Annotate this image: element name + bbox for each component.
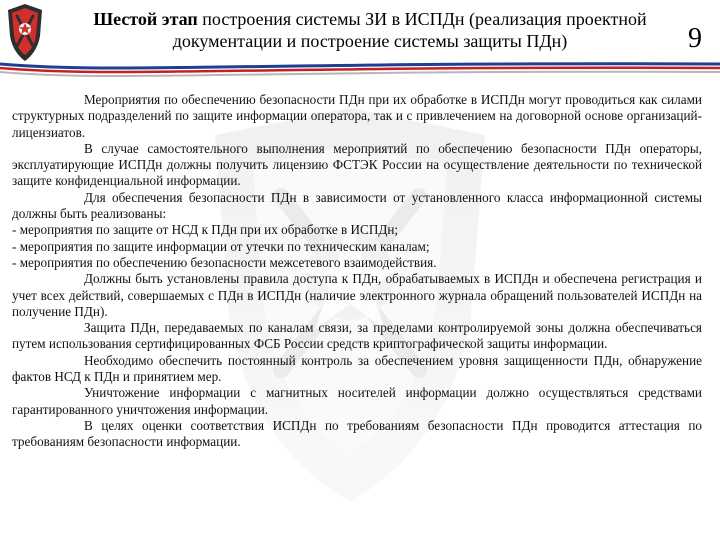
paragraph-8: В целях оценки соответствия ИСПДн по требованиям безопасности ПДн проводится аттестация по требованиям безопасности информации. — [12, 417, 702, 450]
content — [12, 92, 702, 451]
page-title-lead: Шестой этап — [93, 9, 198, 29]
paragraph-5: Защита ПДн, передаваемых по каналам связи, за пределами контролируемой зоны должна обеспечиваться путем использования сертифицированных ФСБ России средств криптографической защиты информации. — [12, 320, 702, 352]
page-title-rest: построения системы ЗИ в ИСПДн (реализация проектной документации и построение системы защиты ПДн) — [172, 9, 647, 51]
paragraph-6: Необходимо обеспечить постоянный контроль за обеспечением уровня защищенности ПДн, обнаружение фактов НСД к ПДн и принятием мер. — [12, 352, 702, 385]
paragraph-2: В случае самостоятельного выполнения мероприятий по обеспечению безопасности ПДн операторы, эксплуатирующие ИСПДн должны получить лицензию ФСТЭК России на осуществление деятельности по технической защите конфиденциальной информации. — [12, 140, 702, 189]
paragraph-1: Мероприятия по обеспечению безопасности ПДн при их обработке в ИСПДн могут проводиться как силами структурных подразделений по защите информации оператора, так и с привлечением на договорной основе организаций-лицензиатов. — [12, 92, 702, 140]
paragraph-4: Должны быть установлены правила доступа к ПДн, обрабатываемых в ИСПДн и обеспечена регистрация и учет всех действий, совершаемых с ПДн в ИСПДн (наличие электронного журнала обращений пользователей ИСПДн на получение ПДн). — [12, 271, 702, 319]
page-number: 9 — [688, 23, 702, 54]
header-decoration — [0, 58, 720, 86]
agency-emblem-icon — [4, 2, 46, 64]
list-item-3: - мероприятия по обеспечению безопасности межсетевого взаимодействия. — [12, 254, 437, 270]
paragraph-3: Для обеспечения безопасности ПДн в зависимости от установленного класса информационной системы должны быть реализованы: — [12, 189, 702, 222]
paragraph-7: Уничтожение информации с магнитных носителей информации должно осуществляться средствами гарантированного уничтожения информации. — [12, 385, 702, 417]
list-item-2: - мероприятия по защите информации от утечки по техническим каналам; — [12, 238, 430, 254]
list-item-1: - мероприятия по защите от НСД к ПДн при их обработке в ИСПДн; — [12, 222, 399, 238]
page-title — [70, 8, 670, 52]
